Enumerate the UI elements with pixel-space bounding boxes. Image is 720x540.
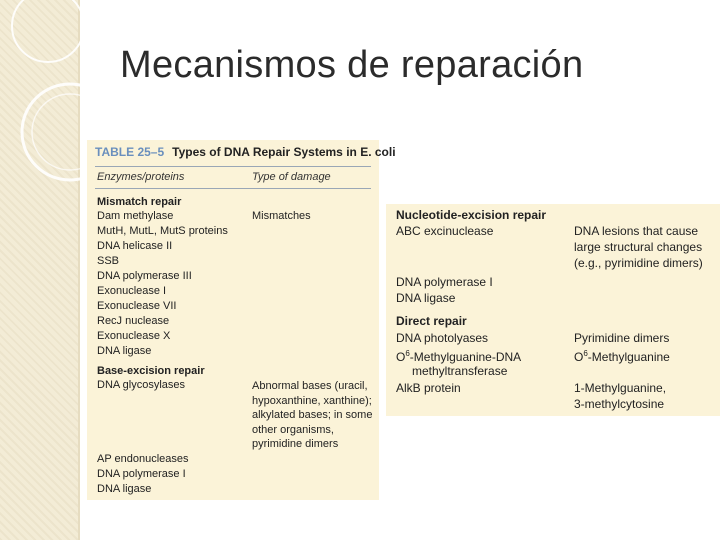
list-item: methyltransferase xyxy=(412,364,508,378)
damage-suffix: -Methylguanine xyxy=(587,350,670,364)
damage-base-excision xyxy=(252,379,372,452)
list-item: RecJ nuclease xyxy=(97,315,170,327)
damage-nucleotide-excision xyxy=(574,223,703,271)
damage-prefix: O xyxy=(574,350,584,364)
repair-table-panel-left xyxy=(87,140,396,500)
list-item: DNA helicase II xyxy=(97,240,173,252)
column-header-enzymes: Enzymes/proteins xyxy=(97,171,185,183)
list-item: DNA glycosylases xyxy=(97,379,186,391)
damage-line: other organisms, xyxy=(252,423,334,436)
section-heading-direct-repair: Direct repair xyxy=(396,314,467,328)
damage-superscript: 6 xyxy=(583,349,588,358)
list-item: ABC excinuclease xyxy=(396,224,494,238)
damage-line: alkylated bases; in some xyxy=(252,409,373,421)
list-item: AP endonucleases xyxy=(97,453,189,465)
damage-line: 1-Methylguanine, xyxy=(574,381,667,395)
section-heading-mismatch: Mismatch repair xyxy=(97,196,182,208)
section-heading-base-excision: Base-excision repair xyxy=(97,365,205,377)
column-header-damage: Type of damage xyxy=(252,171,331,183)
damage-line: DNA lesions that cause xyxy=(574,224,699,238)
list-item: Exonuclease I xyxy=(97,285,167,297)
list-item: DNA photolyases xyxy=(396,331,489,345)
enzyme-prefix: O xyxy=(396,350,406,364)
list-item: SSB xyxy=(97,255,120,267)
list-item: MutH, MutL, MutS proteins xyxy=(97,225,228,237)
repair-table-panel-right xyxy=(386,204,720,416)
damage-line: hypoxanthine, xanthine); xyxy=(252,394,372,407)
list-item: DNA polymerase I xyxy=(396,275,493,289)
list-item: Exonuclease VII xyxy=(97,300,177,312)
damage-direct-row1: Pyrimidine dimers xyxy=(574,331,670,345)
damage-line: Abnormal bases (uracil, xyxy=(252,380,368,392)
list-item: Dam methylase xyxy=(97,210,174,222)
enzyme-superscript: 6 xyxy=(405,349,410,358)
list-item: Exonuclease X xyxy=(97,330,171,342)
damage-line: pyrimidine dimers xyxy=(252,438,339,450)
table-number: TABLE 25–5 xyxy=(95,145,165,159)
list-item: DNA polymerase III xyxy=(97,270,192,282)
enzyme-suffix: -Methylguanine-DNA xyxy=(409,350,522,364)
table-header-rule xyxy=(95,188,371,189)
damage-direct-row3 xyxy=(574,380,666,412)
list-item: AlkB protein xyxy=(396,381,461,395)
damage-direct-row2 xyxy=(574,346,670,365)
list-item: DNA ligase xyxy=(396,291,456,305)
damage-mismatch: Mismatches xyxy=(252,210,311,222)
table-title-text: Types of DNA Repair Systems in E. coli xyxy=(172,145,396,159)
damage-line: large structural changes xyxy=(574,240,703,254)
damage-line: (e.g., pyrimidine dimers) xyxy=(574,256,703,270)
list-item: DNA polymerase I xyxy=(97,468,186,480)
list-item: DNA ligase xyxy=(97,345,152,357)
slide-title: Mecanismos de reparación xyxy=(120,44,584,86)
table-caption xyxy=(95,145,396,159)
list-item: DNA ligase xyxy=(97,483,152,495)
table-top-rule xyxy=(95,166,371,167)
section-heading-nucleotide-excision: Nucleotide-excision repair xyxy=(396,208,547,222)
damage-line: 3-methylcytosine xyxy=(574,397,665,411)
